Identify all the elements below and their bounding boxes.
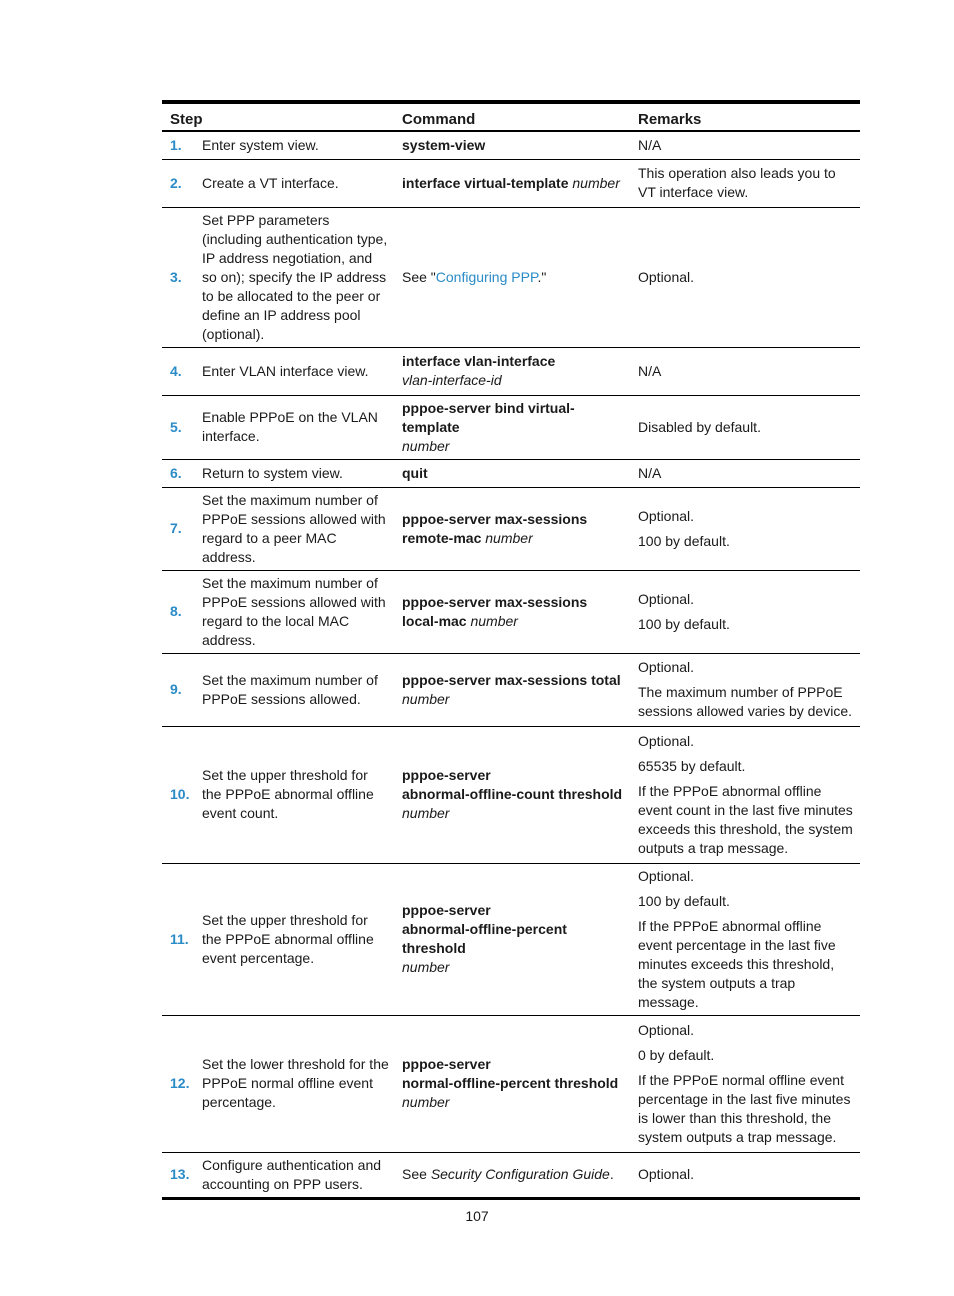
step-number: 8. [170, 603, 182, 619]
remark-text: Optional. [638, 268, 695, 285]
command-keyword: pppoe-server bind virtual-template [402, 399, 575, 435]
step-description: Return to system view. [202, 464, 343, 481]
step-description: Set PPP parameters (including authentication type, IP address negotiation, and so on); specify the IP address to be allocated to the peer or define an IP address pool (optional). [202, 211, 388, 342]
command-argument: number [402, 959, 450, 975]
remarks-cell [630, 653, 860, 726]
table-body [162, 131, 860, 1198]
remarks-cell [630, 347, 860, 395]
remark-text: 100 by default. [638, 532, 730, 549]
step-description: Set the upper threshold for the PPPoE abnormal offline event count. [202, 767, 374, 821]
command-text: . [609, 1166, 614, 1182]
step-description: Set the maximum number of PPPoE sessions allowed. [202, 671, 378, 707]
step-description: Set the lower threshold for the PPPoE normal offline event percentage. [202, 1056, 389, 1110]
table-row [162, 570, 860, 653]
command-keyword: pppoe-server [402, 902, 491, 918]
remark-text: N/A [638, 362, 662, 379]
step-number: 10. [170, 786, 190, 802]
header-command: Command [402, 111, 476, 128]
command-cell [394, 570, 630, 653]
command-text: ." [537, 268, 547, 285]
table-row [162, 395, 860, 459]
command-cell [394, 131, 630, 159]
step-number: 6. [170, 464, 182, 481]
remark-text: Optional. [638, 732, 695, 749]
step-cell [162, 1015, 394, 1152]
page-number: 107 [465, 1208, 489, 1224]
command-keyword: remote-mac [402, 529, 482, 546]
table-row [162, 487, 860, 570]
step-number: 13. [170, 1166, 190, 1182]
table-row [162, 863, 860, 1015]
command-argument: number [402, 690, 450, 707]
remarks-cell [630, 131, 860, 159]
step-number: 3. [170, 268, 182, 285]
step-description: Enable PPPoE on the VLAN interface. [202, 409, 378, 444]
remark-text: N/A [638, 464, 662, 481]
step-number: 5. [170, 418, 182, 435]
command-keyword: pppoe-server [402, 1056, 491, 1072]
remark-text: 100 by default. [638, 892, 730, 909]
remark-text: 100 by default. [638, 615, 730, 632]
table-header-row [162, 102, 860, 131]
command-keyword: abnormal-offline-count threshold [402, 786, 623, 802]
command-cell [394, 347, 630, 395]
command-cell [394, 207, 630, 347]
table-row [162, 131, 860, 159]
table-row [162, 726, 860, 863]
remark-text: Optional. [638, 590, 695, 607]
step-cell [162, 131, 394, 159]
command-keyword: normal-offline-percent threshold [402, 1075, 619, 1091]
command-cell [394, 159, 630, 207]
step-cell [162, 459, 394, 487]
step-description: Enter system view. [202, 136, 319, 153]
command-argument: number [402, 805, 450, 821]
command-cell [394, 863, 630, 1015]
table-row [162, 159, 860, 207]
command-argument: number [402, 437, 450, 454]
step-number: 2. [170, 174, 182, 191]
remark-text: Optional. [638, 867, 695, 884]
step-cell [162, 1152, 394, 1198]
table-row [162, 207, 860, 347]
remark-text: 65535 by default. [638, 757, 746, 774]
remark-text: Optional. [638, 1166, 695, 1182]
step-number: 9. [170, 681, 182, 697]
command-argument: vlan-interface-id [402, 372, 502, 388]
header-remarks: Remarks [638, 111, 702, 128]
command-keyword: interface virtual-template [402, 174, 569, 191]
step-cell [162, 570, 394, 653]
cross-reference-link[interactable]: Configuring PPP [435, 268, 538, 285]
command-cell [394, 1152, 630, 1198]
table-row [162, 347, 860, 395]
remarks-cell [630, 1015, 860, 1152]
remarks-cell [630, 570, 860, 653]
table-row [162, 653, 860, 726]
remarks-cell [630, 1152, 860, 1198]
step-description: Set the maximum number of PPPoE sessions allowed with regard to a peer MAC address. [202, 491, 386, 565]
command-cell [394, 726, 630, 863]
step-cell [162, 653, 394, 726]
step-wrap [170, 911, 390, 968]
command-keyword: pppoe-server max-sessions total [402, 671, 621, 688]
step-wrap [170, 671, 390, 709]
remark-text: If the PPPoE abnormal offline event percentage in the last five minutes exceeds this threshold, the system outputs a trap message. [638, 917, 836, 1010]
step-description: Enter VLAN interface view. [202, 362, 369, 379]
remarks-cell [630, 395, 860, 459]
remark-text: If the PPPoE normal offline event percentage in the last five minutes is lower than this threshold, the system outputs a trap message. [638, 1071, 851, 1145]
remarks-cell [630, 159, 860, 207]
command-keyword: local-mac [402, 612, 467, 629]
remark-text: N/A [638, 136, 662, 153]
command-cell [394, 653, 630, 726]
command-cell [394, 459, 630, 487]
command-keyword: quit [402, 464, 428, 481]
step-number: 11. [170, 930, 189, 947]
step-number: 12. [170, 1075, 190, 1091]
step-description: Set the maximum number of PPPoE sessions allowed with regard to the local MAC address. [202, 574, 386, 648]
step-cell [162, 487, 394, 570]
step-wrap [170, 174, 390, 193]
step-number: 7. [170, 520, 182, 536]
step-cell [162, 395, 394, 459]
command-keyword: pppoe-server max-sessions [402, 593, 588, 610]
step-description: Set the upper threshold for the PPPoE abnormal offline event percentage. [202, 911, 374, 966]
remarks-cell [630, 863, 860, 1015]
command-keyword: abnormal-offline-percent threshold [402, 921, 567, 956]
step-number: 1. [170, 136, 182, 153]
command-keyword: interface vlan-interface [402, 353, 556, 369]
remarks-cell [630, 487, 860, 570]
command-cell [394, 395, 630, 459]
step-wrap [170, 491, 390, 567]
table-row [162, 459, 860, 487]
step-number: 4. [170, 362, 182, 379]
remark-text: The maximum number of PPPoE sessions allowed varies by device. [638, 684, 852, 719]
step-wrap [170, 574, 390, 650]
step-cell [162, 726, 394, 863]
remark-text: If the PPPoE abnormal offline event count in the last five minutes exceeds this threshold, the system outputs a trap message. [638, 782, 853, 856]
command-keyword: system-view [402, 136, 486, 153]
table-row [162, 1015, 860, 1152]
remark-text: 0 by default. [638, 1046, 715, 1063]
command-keyword: pppoe-server max-sessions [402, 510, 588, 527]
command-table [162, 100, 860, 1200]
step-cell [162, 159, 394, 207]
step-wrap [170, 136, 390, 155]
step-cell [162, 863, 394, 1015]
step-cell [162, 207, 394, 347]
remarks-cell [630, 459, 860, 487]
command-cell [394, 1015, 630, 1152]
step-wrap [170, 1055, 390, 1112]
remark-text: Optional. [638, 659, 695, 675]
remarks-cell [630, 207, 860, 347]
remark-text: Optional. [638, 507, 695, 524]
command-text: See " [402, 268, 436, 285]
command-argument: number [466, 612, 518, 629]
step-wrap [170, 766, 390, 823]
remark-text: Optional. [638, 1021, 695, 1038]
step-wrap [170, 362, 390, 381]
remark-text: This operation also leads you to VT interface view. [638, 165, 836, 200]
command-argument: number [402, 1094, 450, 1110]
remarks-cell [630, 726, 860, 863]
remark-text: Disabled by default. [638, 418, 761, 435]
command-keyword: pppoe-server [402, 767, 491, 783]
command-argument: number [568, 174, 620, 191]
header-step: Step [170, 111, 203, 128]
step-wrap [170, 211, 390, 344]
step-description: Configure authentication and accounting on PPP users. [202, 1156, 382, 1192]
command-text: See [402, 1166, 431, 1182]
step-wrap [170, 408, 390, 446]
command-argument: Security Configuration Guide [430, 1166, 610, 1182]
command-cell [394, 487, 630, 570]
command-argument: number [481, 529, 533, 546]
step-wrap [170, 464, 390, 483]
step-description: Create a VT interface. [202, 174, 339, 191]
table-row [162, 1152, 860, 1198]
step-wrap [170, 1156, 390, 1194]
step-cell [162, 347, 394, 395]
